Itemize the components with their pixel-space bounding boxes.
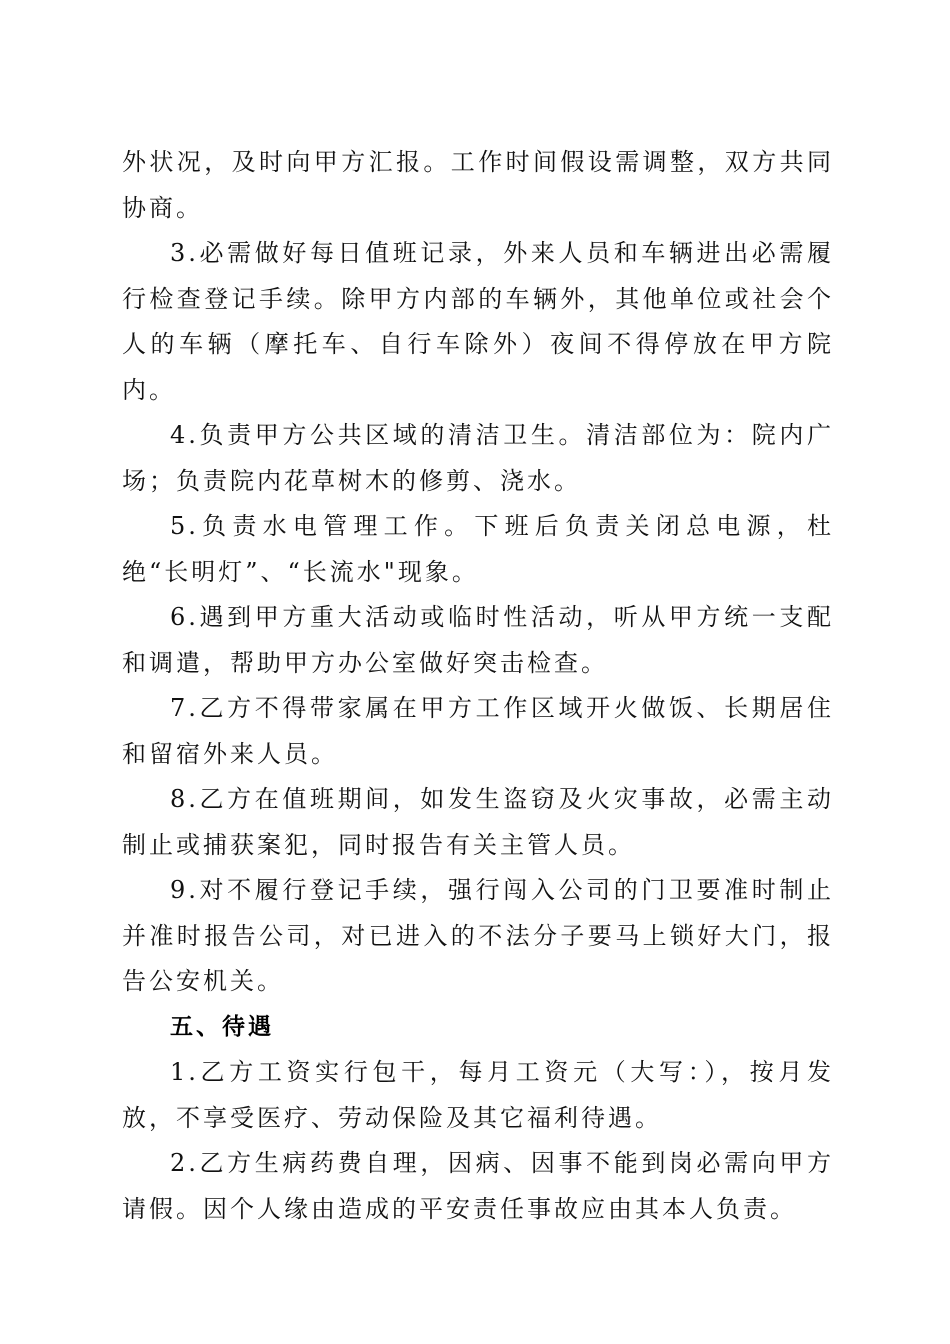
document-body [122,140,834,1232]
paragraph-salary-1: 1.乙方工资实行包干，每月工资元（大写：），按月发放，不享受医疗、劳动保险及其它福利待遇。 [122,1058,834,1132]
paragraph-item-9: 9.对不履行登记手续，强行闯入公司的门卫要准时制止并准时报告公司，对已进入的不法分子要马上锁好大门，报告公安机关。 [122,876,834,995]
paragraph-item-3: 3.必需做好每日值班记录，外来人员和车辆进出必需履行检查登记手续。除甲方内部的车辆外，其他单位或社会个人的车辆（摩托车、自行车除外）夜间不得停放在甲方院内。 [122,239,834,404]
paragraph-salary-2: 2.乙方生病药费自理，因病、因事不能到岗必需向甲方请假。因个人缘由造成的平安责任事故应由其本人负责。 [122,1149,834,1223]
paragraph-item-4: 4.负责甲方公共区域的清洁卫生。清洁部位为：院内广场；负责院内花草树木的修剪、浇水。 [122,421,834,495]
paragraph-item-6: 6.遇到甲方重大活动或临时性活动，听从甲方统一支配和调遣，帮助甲方办公室做好突击检查。 [122,603,834,677]
paragraph-continuation: 外状况，及时向甲方汇报。工作时间假设需调整，双方共同协商。 [122,148,834,222]
section-heading: 五、待遇 [170,1013,274,1040]
paragraph-item-7: 7.乙方不得带家属在甲方工作区域开火做饭、长期居住和留宿外来人员。 [122,694,834,768]
paragraph-item-5: 5.负责水电管理工作。下班后负责关闭总电源，杜绝“长明灯”、“长流水"现象。 [122,512,834,586]
paragraph-item-8: 8.乙方在值班期间，如发生盗窃及火灾事故，必需主动制止或捕获案犯，同时报告有关主管人员。 [122,785,834,859]
